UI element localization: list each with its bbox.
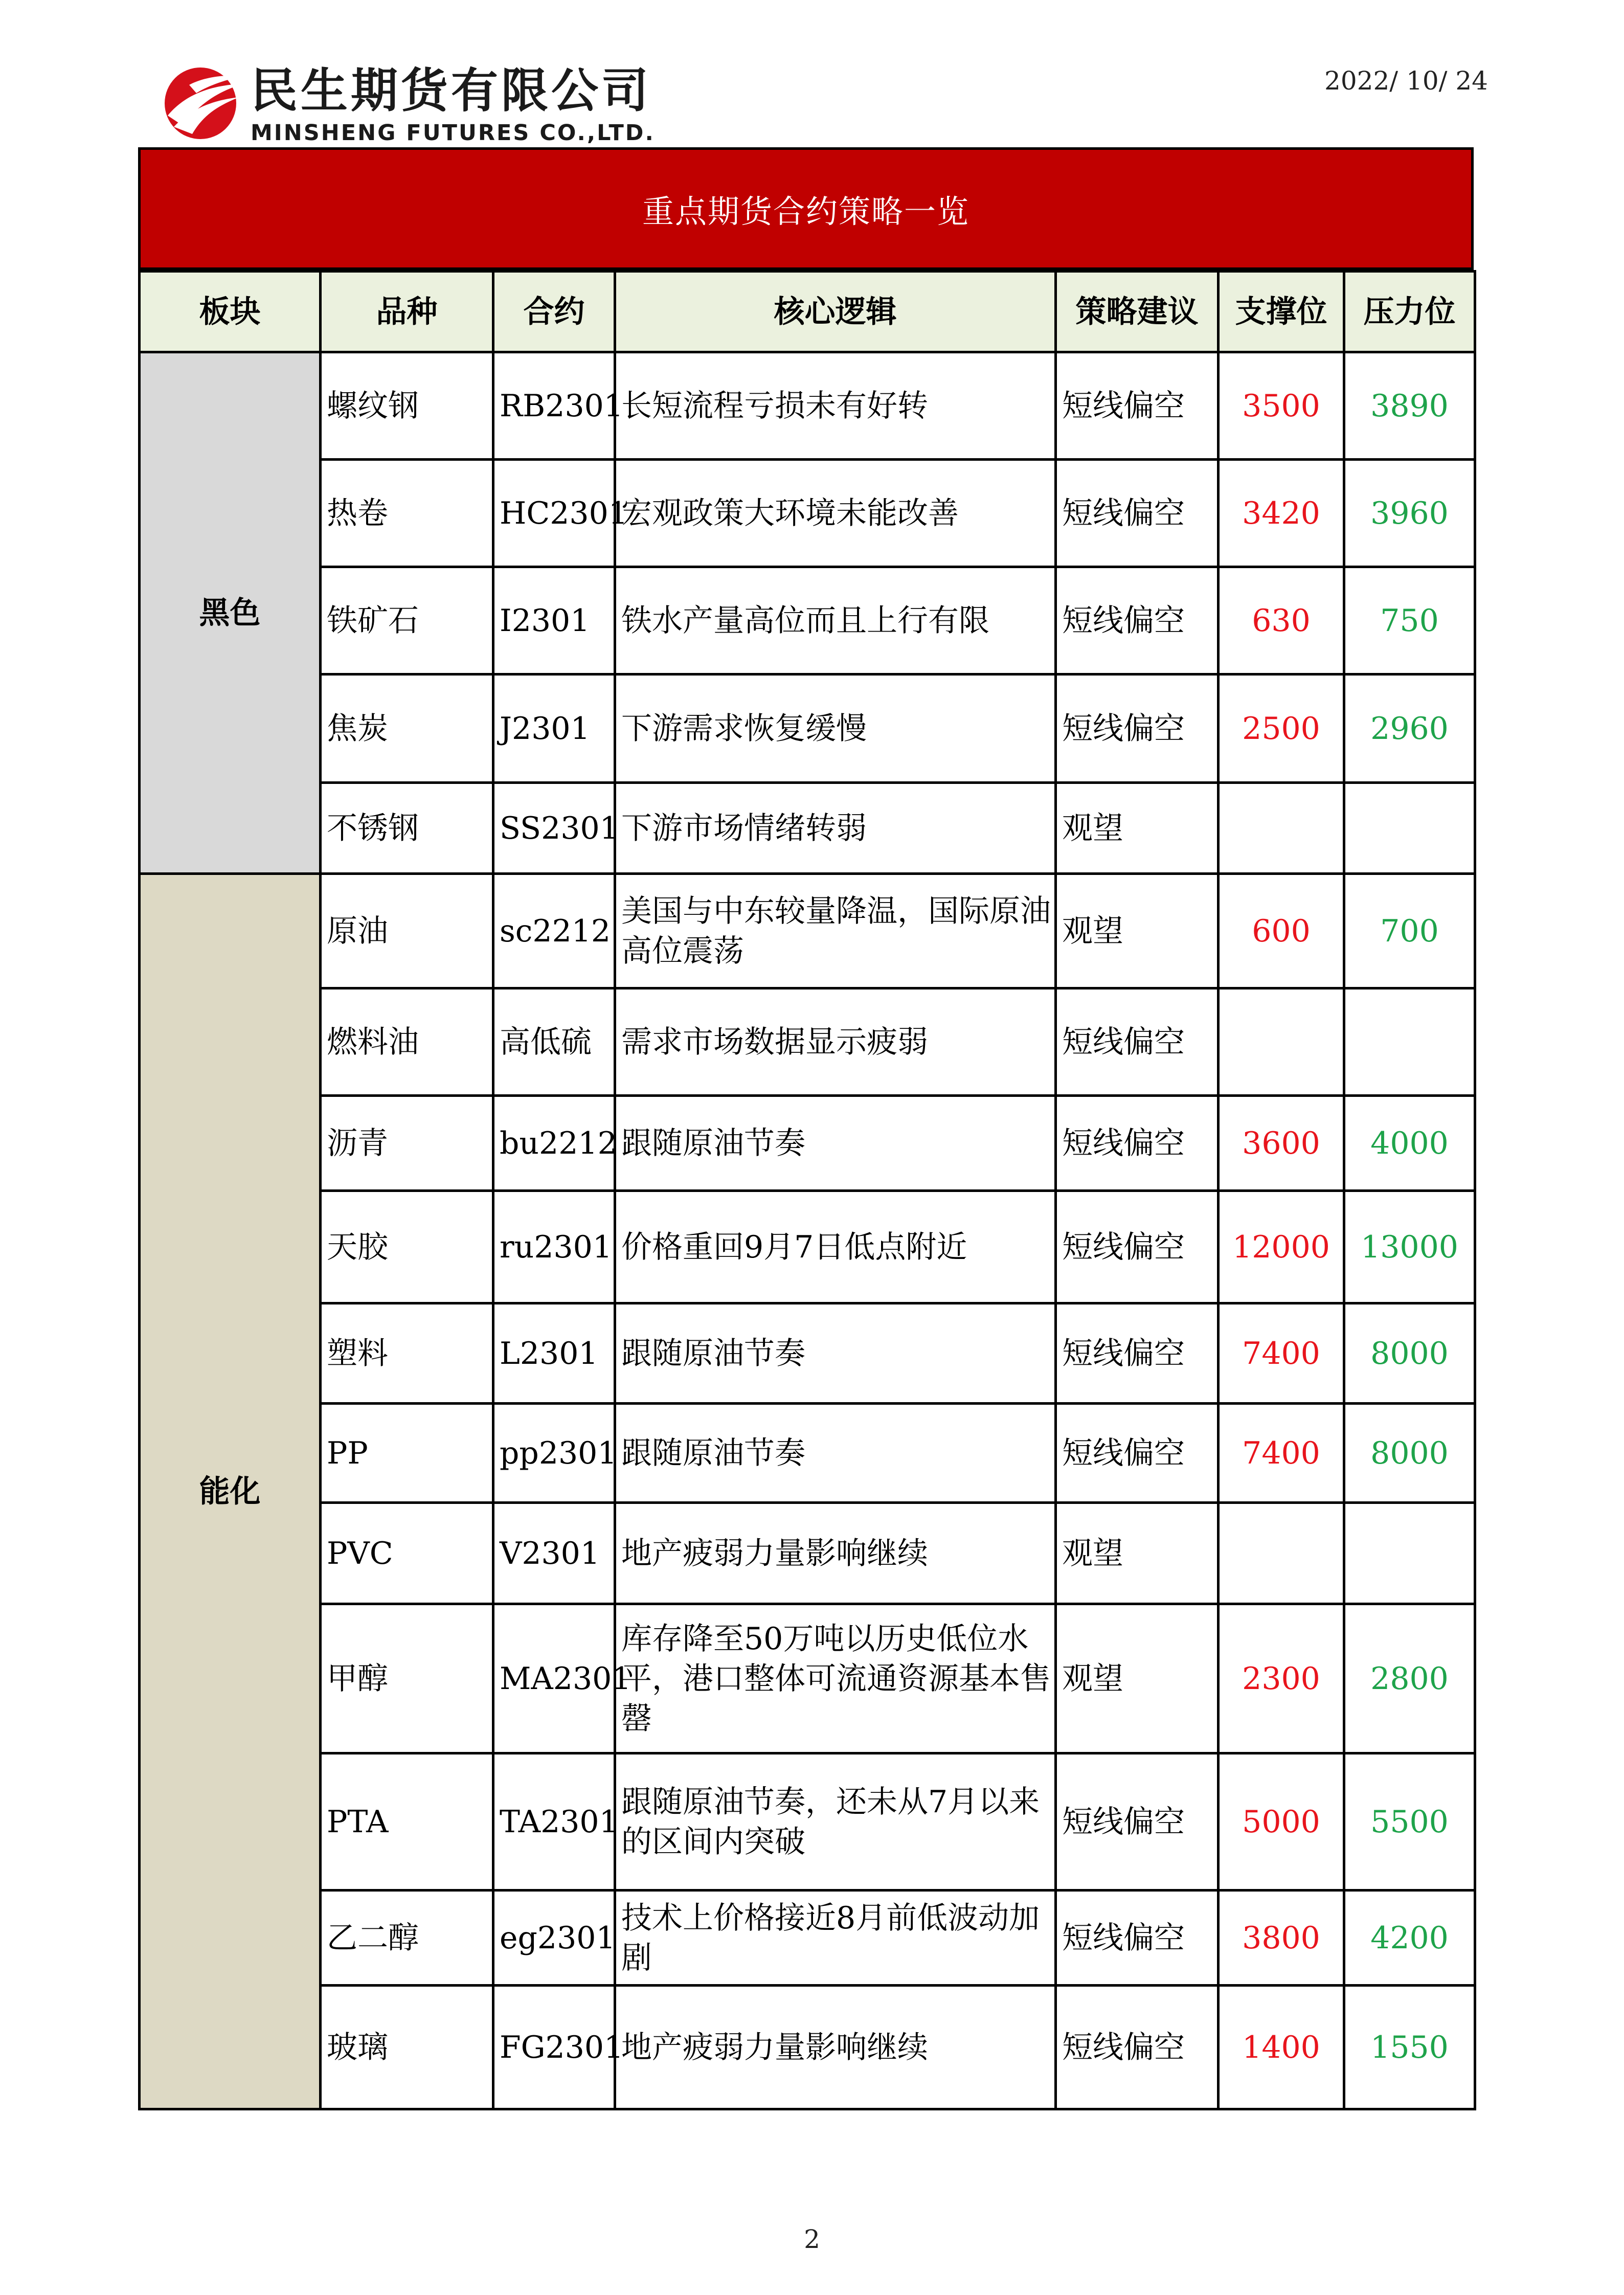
strategy-cell: 观望 [1056, 1503, 1219, 1604]
page-number: 2 [804, 2224, 820, 2254]
strategy-cell: 观望 [1056, 874, 1219, 988]
logic-cell: 库存降至50万吨以历史低位水平，港口整体可流通资源基本售罄 [615, 1604, 1056, 1753]
contract-cell: L2301 [493, 1303, 615, 1404]
resistance-cell: 2960 [1344, 674, 1475, 783]
resistance-cell [1344, 1503, 1475, 1604]
resistance-cell: 4000 [1344, 1096, 1475, 1191]
product-cell: 热卷 [321, 460, 493, 567]
support-cell [1219, 988, 1344, 1096]
contract-cell: SS2301 [493, 783, 615, 874]
strategy-cell: 观望 [1056, 1604, 1219, 1753]
product-cell: 沥青 [321, 1096, 493, 1191]
strategy-cell: 短线偏空 [1056, 988, 1219, 1096]
resistance-cell: 4200 [1344, 1891, 1475, 1986]
product-cell: 不锈钢 [321, 783, 493, 874]
support-cell [1219, 783, 1344, 874]
table-row [140, 1503, 1475, 1604]
contract-cell: I2301 [493, 567, 615, 674]
product-cell: 甲醇 [321, 1604, 493, 1753]
strategy-cell: 短线偏空 [1056, 1191, 1219, 1303]
company-logo [159, 61, 655, 148]
resistance-cell: 8000 [1344, 1303, 1475, 1404]
product-cell: 焦炭 [321, 674, 493, 783]
logic-cell: 跟随原油节奏 [615, 1303, 1056, 1404]
table-row [140, 567, 1475, 674]
logic-cell: 地产疲弱力量影响继续 [615, 1503, 1056, 1604]
product-cell: PTA [321, 1753, 493, 1891]
contract-cell: TA2301 [493, 1753, 615, 1891]
logic-cell: 铁水产量高位而且上行有限 [615, 567, 1056, 674]
support-cell: 3500 [1219, 352, 1344, 460]
support-cell: 7400 [1219, 1303, 1344, 1404]
logic-cell: 下游需求恢复缓慢 [615, 674, 1056, 783]
contract-cell: HC2301 [493, 460, 615, 567]
col-header-product: 品种 [321, 272, 493, 352]
contract-cell: FG2301 [493, 1986, 615, 2109]
product-cell: 塑料 [321, 1303, 493, 1404]
col-header-resistance: 压力位 [1344, 272, 1475, 352]
strategy-cell: 短线偏空 [1056, 352, 1219, 460]
resistance-cell: 700 [1344, 874, 1475, 988]
support-cell: 5000 [1219, 1753, 1344, 1891]
contract-cell: J2301 [493, 674, 615, 783]
sector-cell-energy: 能化 [140, 874, 321, 2109]
strategy-cell: 短线偏空 [1056, 567, 1219, 674]
col-header-strategy: 策略建议 [1056, 272, 1219, 352]
sector-cell-black: 黑色 [140, 352, 321, 874]
strategy-cell: 短线偏空 [1056, 1404, 1219, 1503]
col-header-sector: 板块 [140, 272, 321, 352]
table-title: 重点期货合约策略一览 [642, 192, 969, 230]
logic-cell: 跟随原油节奏，还未从7月以来的区间内突破 [615, 1753, 1056, 1891]
contract-cell: RB2301 [493, 352, 615, 460]
resistance-cell: 8000 [1344, 1404, 1475, 1503]
table-header-row [140, 272, 1475, 352]
logic-cell: 跟随原油节奏 [615, 1096, 1056, 1191]
table-row [140, 1891, 1475, 1986]
strategy-cell: 短线偏空 [1056, 1891, 1219, 1986]
col-header-contract: 合约 [493, 272, 615, 352]
strategy-table [138, 270, 1476, 2110]
table-row [140, 352, 1475, 460]
strategy-cell: 短线偏空 [1056, 1303, 1219, 1404]
logic-cell: 需求市场数据显示疲弱 [615, 988, 1056, 1096]
strategy-cell: 观望 [1056, 783, 1219, 874]
table-row [140, 460, 1475, 567]
report-date: 2022/ 10/ 24 [1324, 66, 1488, 96]
table-row [140, 1753, 1475, 1891]
support-cell: 7400 [1219, 1404, 1344, 1503]
contract-cell: 高低硫 [493, 988, 615, 1096]
table-row [140, 1096, 1475, 1191]
table-row [140, 1303, 1475, 1404]
product-cell: 螺纹钢 [321, 352, 493, 460]
resistance-cell: 2800 [1344, 1604, 1475, 1753]
logic-cell: 价格重回9月7日低点附近 [615, 1191, 1056, 1303]
logic-cell: 长短流程亏损未有好转 [615, 352, 1056, 460]
product-cell: 玻璃 [321, 1986, 493, 2109]
contract-cell: ru2301 [493, 1191, 615, 1303]
logic-cell: 美国与中东较量降温，国际原油高位震荡 [615, 874, 1056, 988]
strategy-cell: 短线偏空 [1056, 1753, 1219, 1891]
product-cell: 燃料油 [321, 988, 493, 1096]
resistance-cell [1344, 783, 1475, 874]
support-cell: 2500 [1219, 674, 1344, 783]
contract-cell: pp2301 [493, 1404, 615, 1503]
strategy-cell: 短线偏空 [1056, 460, 1219, 567]
logic-cell: 下游市场情绪转弱 [615, 783, 1056, 874]
table-row [140, 1604, 1475, 1753]
contract-cell: MA2301 [493, 1604, 615, 1753]
logic-cell: 宏观政策大环境未能改善 [615, 460, 1056, 567]
table-row [140, 988, 1475, 1096]
company-name-cn: 民生期货有限公司 [251, 63, 652, 118]
product-cell: 乙二醇 [321, 1891, 493, 1986]
support-cell [1219, 1503, 1344, 1604]
contract-cell: V2301 [493, 1503, 615, 1604]
resistance-cell: 5500 [1344, 1753, 1475, 1891]
resistance-cell: 13000 [1344, 1191, 1475, 1303]
product-cell: PVC [321, 1503, 493, 1604]
support-cell: 12000 [1219, 1191, 1344, 1303]
support-cell: 1400 [1219, 1986, 1344, 2109]
table-title-bar [138, 147, 1474, 270]
table-row [140, 1986, 1475, 2109]
logic-cell: 地产疲弱力量影响继续 [615, 1986, 1056, 2109]
support-cell: 3600 [1219, 1096, 1344, 1191]
strategy-cell: 短线偏空 [1056, 1986, 1219, 2109]
resistance-cell: 750 [1344, 567, 1475, 674]
col-header-support: 支撑位 [1219, 272, 1344, 352]
contract-cell: eg2301 [493, 1891, 615, 1986]
product-cell: PP [321, 1404, 493, 1503]
logic-cell: 技术上价格接近8月前低波动加剧 [615, 1891, 1056, 1986]
minsheng-swoosh-icon [159, 64, 245, 141]
support-cell: 2300 [1219, 1604, 1344, 1753]
table-row [140, 874, 1475, 988]
table-row [140, 674, 1475, 783]
strategy-cell: 短线偏空 [1056, 674, 1219, 783]
table-row [140, 1404, 1475, 1503]
product-cell: 天胶 [321, 1191, 493, 1303]
support-cell: 600 [1219, 874, 1344, 988]
support-cell: 3800 [1219, 1891, 1344, 1986]
company-name-en: MINSHENG FUTURES CO.,LTD. [251, 120, 655, 146]
resistance-cell: 3960 [1344, 460, 1475, 567]
table-row [140, 783, 1475, 874]
product-cell: 原油 [321, 874, 493, 988]
contract-cell: bu2212 [493, 1096, 615, 1191]
resistance-cell [1344, 988, 1475, 1096]
logic-cell: 跟随原油节奏 [615, 1404, 1056, 1503]
resistance-cell: 1550 [1344, 1986, 1475, 2109]
support-cell: 3420 [1219, 460, 1344, 567]
strategy-cell: 短线偏空 [1056, 1096, 1219, 1191]
table-row [140, 1191, 1475, 1303]
support-cell: 630 [1219, 567, 1344, 674]
contract-cell: sc2212 [493, 874, 615, 988]
col-header-logic: 核心逻辑 [615, 272, 1056, 352]
resistance-cell: 3890 [1344, 352, 1475, 460]
product-cell: 铁矿石 [321, 567, 493, 674]
